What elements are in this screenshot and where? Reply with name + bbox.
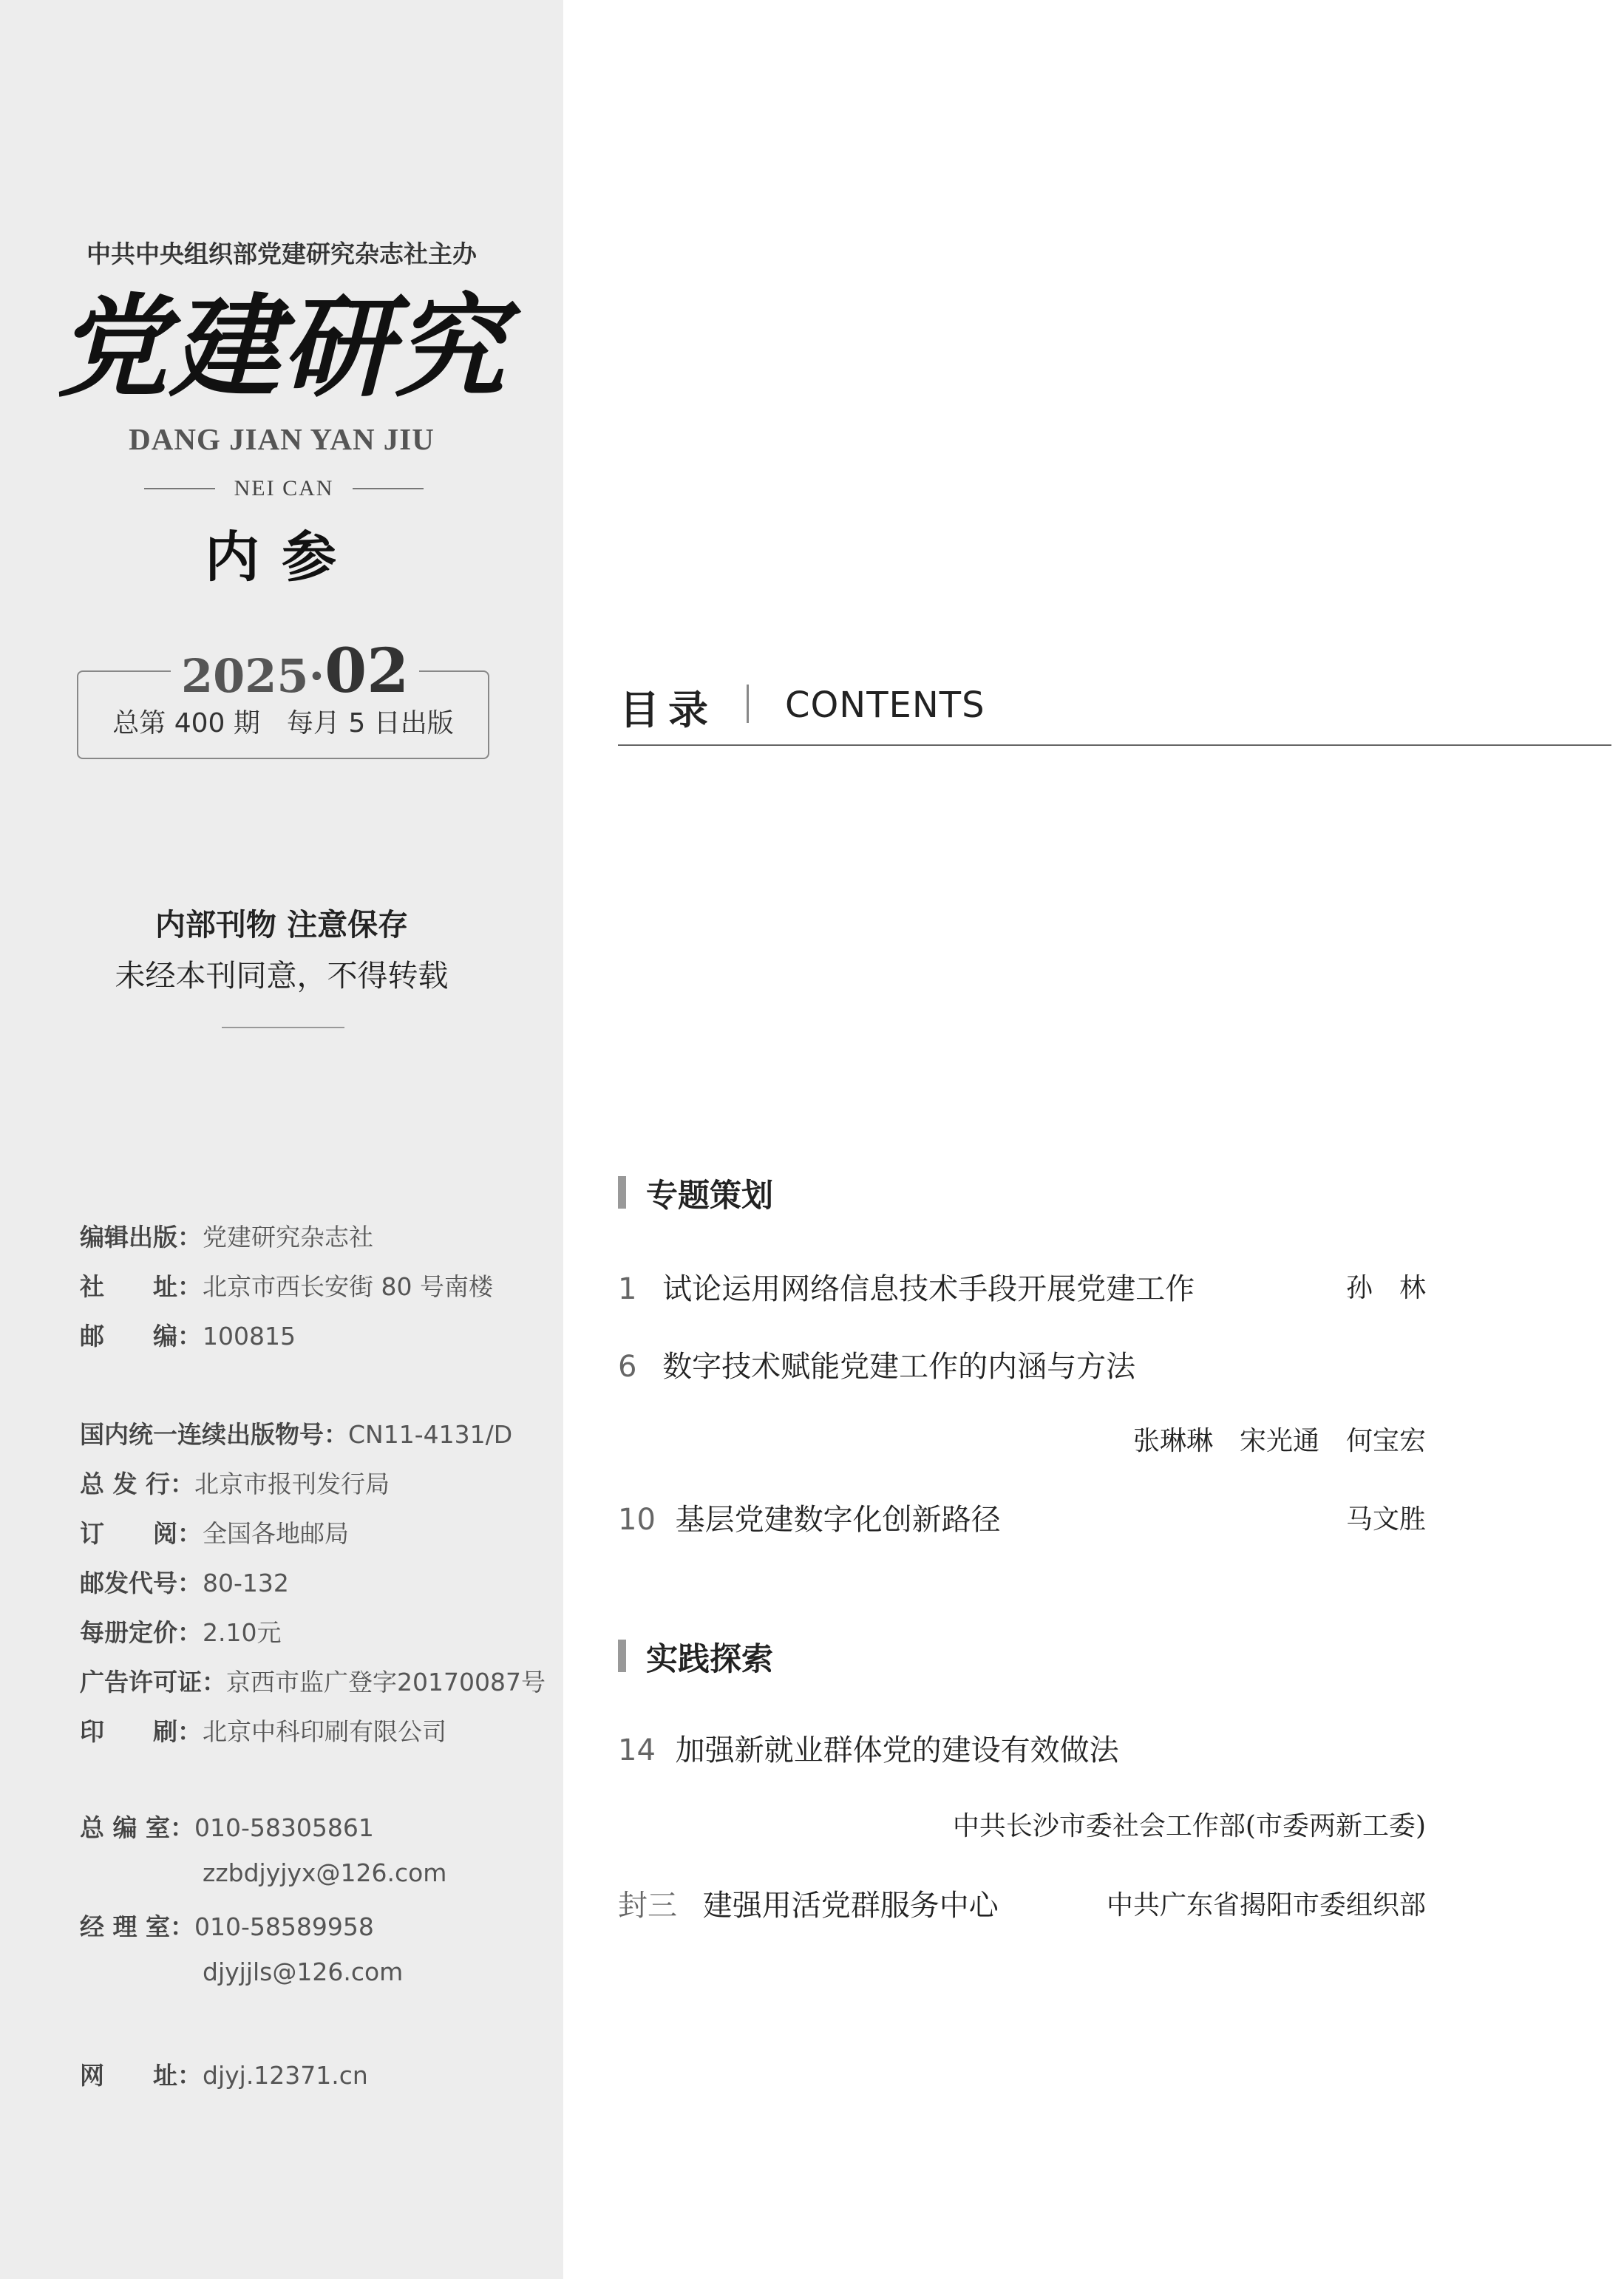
info-value: 100815 — [203, 1322, 296, 1351]
info-key: 邮 编： — [80, 1322, 202, 1351]
toc-entry[interactable] — [618, 1343, 1135, 1385]
info-key: 社 址： — [80, 1272, 202, 1301]
toc-title-cn: 目录 — [619, 687, 717, 733]
toc-entry-page: 1 — [618, 1272, 637, 1306]
issue-dot: · — [308, 649, 325, 703]
neican-en-label: NEI CAN — [234, 476, 334, 500]
toc-entry-author: 张琳琳 宋光通 何宝宏 — [1132, 1426, 1426, 1456]
toc-entry-page: 10 — [618, 1503, 656, 1537]
info-row — [80, 1809, 374, 1844]
info-row — [80, 1908, 374, 1943]
info-value: 010-58305861 — [194, 1813, 374, 1842]
info-value: 2.10元 — [203, 1618, 282, 1647]
info-row — [80, 1268, 493, 1302]
toc-entry-author: 马文胜 — [1345, 1504, 1426, 1535]
toc-title-separator — [747, 685, 749, 723]
toc-entry[interactable] — [618, 1882, 999, 1924]
info-row — [80, 1515, 349, 1549]
toc-entry[interactable] — [618, 1266, 1195, 1308]
toc-entry[interactable] — [618, 1727, 1119, 1769]
toc-header-rule — [618, 744, 1611, 746]
notice-reprint: 未经本刊同意，不得转载 — [115, 958, 449, 994]
toc-entry-title: 加强新就业群体党的建设有效做法 — [675, 1733, 1119, 1767]
toc-entry[interactable] — [618, 1496, 1001, 1538]
neican-cn-label: 内参 — [205, 526, 359, 589]
info-row — [80, 1317, 296, 1352]
toc-entry-author: 孙 林 — [1345, 1273, 1426, 1303]
issue-info: 总第 400 期 每月 5 日出版 — [112, 708, 454, 738]
issue-year-number — [171, 636, 419, 707]
notice-internal: 内部刊物 注意保存 — [154, 907, 409, 942]
info-key: 总 发 行： — [80, 1470, 194, 1498]
info-value: 北京中科印刷有限公司 — [203, 1717, 446, 1746]
info-value: 010-58589958 — [194, 1912, 374, 1941]
info-row — [80, 2056, 368, 2091]
info-value: CN11-4131/D — [348, 1420, 513, 1449]
info-value: 党建研究杂志社 — [203, 1223, 373, 1251]
info-value: zzbdjyjyx@126.com — [203, 1858, 447, 1887]
toc-entry-title: 数字技术赋能党建工作的内涵与方法 — [662, 1350, 1136, 1384]
info-row — [80, 1465, 390, 1500]
info-value: 全国各地邮局 — [203, 1519, 349, 1548]
toc-entry-page: 14 — [618, 1733, 656, 1767]
toc-entry-author: 中共长沙市委社会工作部(市委两新工委) — [952, 1811, 1426, 1841]
toc-entry-page: 封三 — [618, 1889, 677, 1923]
info-key: 总 编 室： — [80, 1813, 194, 1842]
section-marker — [618, 1640, 626, 1672]
info-key: 订 阅： — [80, 1519, 202, 1548]
issue-year: 2025 — [181, 649, 309, 703]
info-row — [80, 1713, 446, 1748]
info-key: 网 址： — [80, 2061, 202, 2090]
info-row — [80, 1614, 281, 1648]
info-key: 广告许可证： — [80, 1668, 226, 1696]
info-value: 京西市监广登字20170087号 — [226, 1668, 546, 1696]
neican-label-row — [144, 476, 424, 501]
section-title: 实践探索 — [646, 1641, 773, 1678]
info-key: 邮发代号： — [80, 1569, 202, 1597]
toc-title-en: CONTENTS — [785, 685, 985, 726]
toc-entry-page: 6 — [618, 1350, 637, 1384]
info-row — [80, 1218, 373, 1253]
notice-divider — [222, 1027, 344, 1028]
info-value: 80-132 — [203, 1569, 289, 1597]
info-key: 每册定价： — [80, 1618, 202, 1647]
toc-entry-title: 试论运用网络信息技术手段开展党建工作 — [662, 1272, 1195, 1306]
info-value: 北京市西长安街 80 号南楼 — [203, 1272, 493, 1301]
section-title: 专题策划 — [646, 1178, 773, 1215]
section-marker — [618, 1176, 626, 1209]
publisher-line: 中共中央组织部党建研究杂志社主办 — [86, 240, 477, 268]
toc-entry-author: 中共广东省揭阳市委组织部 — [1106, 1890, 1426, 1920]
info-row — [80, 1858, 446, 1887]
neican-right-rule — [353, 488, 424, 489]
info-row — [80, 1957, 403, 1986]
info-key: 编辑出版： — [80, 1223, 202, 1251]
journal-title-pinyin: DANG JIAN YAN JIU — [129, 422, 435, 456]
toc-entry-title: 基层党建数字化创新路径 — [675, 1503, 1001, 1537]
info-value: djyj.12371.cn — [203, 2061, 368, 2090]
info-key: 经 理 室： — [80, 1912, 194, 1941]
info-row — [80, 1663, 546, 1698]
neican-left-rule — [144, 488, 215, 489]
info-key: 国内统一连续出版物号： — [80, 1420, 348, 1449]
info-key: 印 刷： — [80, 1717, 202, 1746]
info-row — [80, 1416, 512, 1450]
journal-title-calligraphy: 党建研究 — [56, 282, 506, 412]
issue-number: 02 — [325, 636, 410, 707]
info-row — [80, 1564, 289, 1599]
toc-entry-title: 建强用活党群服务中心 — [702, 1889, 999, 1923]
info-value: 北京市报刊发行局 — [194, 1470, 390, 1498]
info-value: djyjjls@126.com — [203, 1957, 404, 1986]
